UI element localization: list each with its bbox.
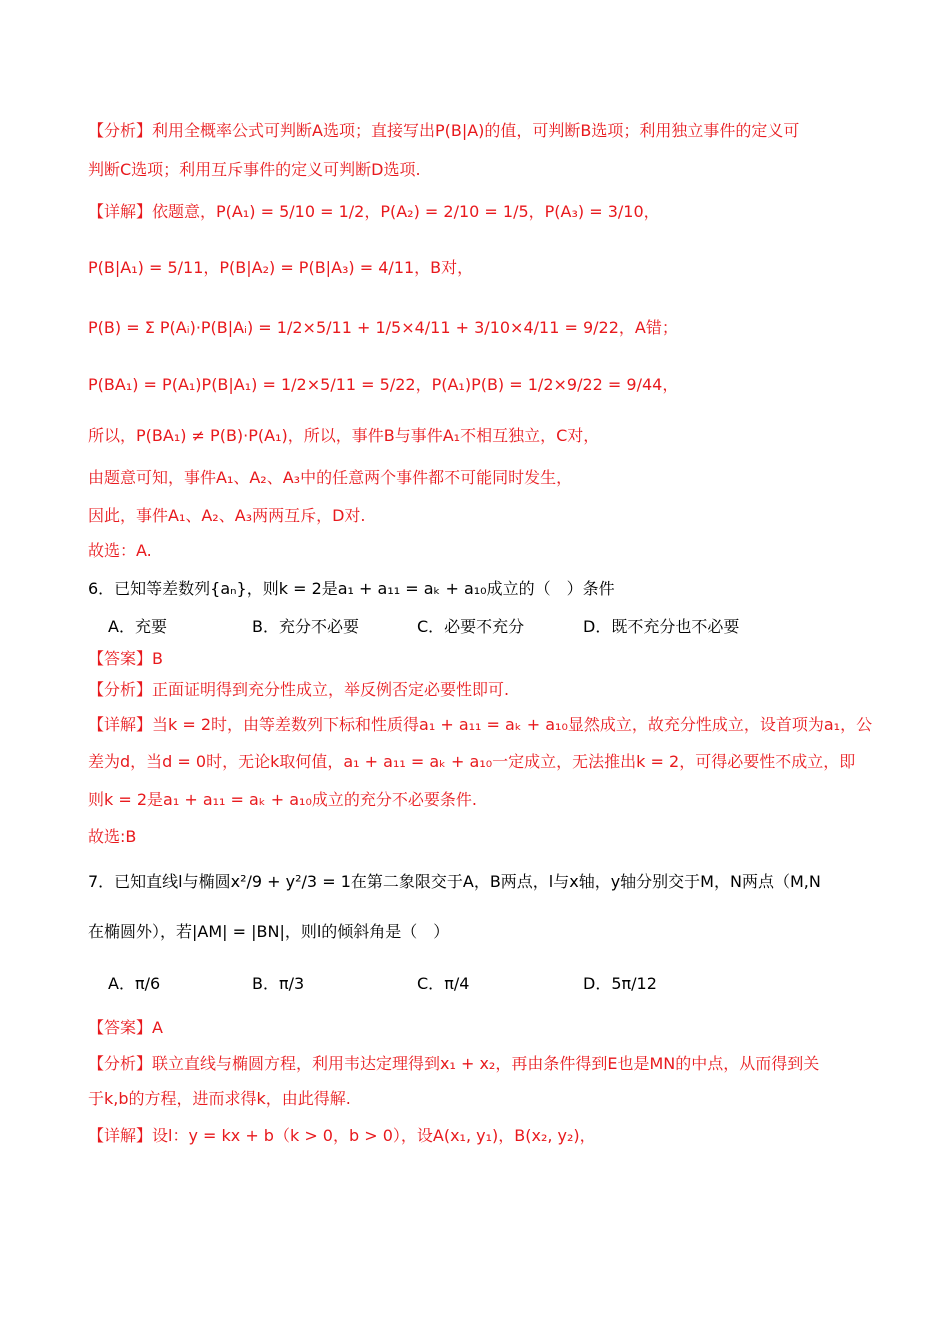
q6-option-a: A．充要 bbox=[108, 617, 167, 636]
q6-answer: 【答案】B bbox=[88, 649, 163, 668]
q6-option-c: C．必要不充分 bbox=[417, 617, 525, 636]
q7-option-c: C．π/4 bbox=[417, 974, 470, 993]
detail-q5-conclusion: 故选：A. bbox=[88, 541, 152, 560]
q7-option-a: A．π/6 bbox=[108, 974, 161, 993]
detail-q5-line6: 由题意可知，事件A₁、A₂、A₃中的任意两个事件都不可能同时发生， bbox=[88, 468, 573, 487]
q7-detail-line1: 【详解】设l：y = kx + b（k > 0，b > 0），设A(x₁, y₁)，B(x₂, y₂)， bbox=[88, 1126, 596, 1145]
q7-answer: 【答案】A bbox=[88, 1018, 163, 1037]
q6-detail-line2: 差为d，当d = 0时，无论k取何值，a₁ + a₁₁ = aₖ + a₁₀一定成立，无法推出k = 2，可得必要性不成立，即 bbox=[88, 752, 856, 771]
q6-detail-line3: 则k = 2是a₁ + a₁₁ = aₖ + a₁₀成立的充分不必要条件. bbox=[88, 790, 477, 809]
q7-option-d: D．5π/12 bbox=[583, 974, 657, 993]
q6-detail-line1: 【详解】当k = 2时，由等差数列下标和性质得a₁ + a₁₁ = aₖ + a₁₀显然成立，故充分性成立，设首项为a₁，公 bbox=[88, 715, 873, 734]
q6-option-d: D．既不充分也不必要 bbox=[583, 617, 740, 636]
detail-q5-line4: P(BA₁) = P(A₁)P(B|A₁) = 1/2×5/11 = 5/22，P(A₁)P(B) = 1/2×9/22 = 9/44， bbox=[88, 375, 679, 394]
analysis-q5-line2: 判断C选项；利用互斥事件的定义可判断D选项. bbox=[88, 160, 421, 179]
q7-analysis-line2: 于k,b的方程，进而求得k，由此得解. bbox=[88, 1089, 351, 1108]
detail-q5-line7: 因此，事件A₁、A₂、A₃两两互斥，D对. bbox=[88, 506, 366, 525]
q6-option-b: B．充分不必要 bbox=[252, 617, 359, 636]
q6-analysis: 【分析】正面证明得到充分性成立，举反例否定必要性即可. bbox=[88, 680, 510, 699]
question-6-stem: 6．已知等差数列{aₙ}，则k = 2是a₁ + a₁₁ = aₖ + a₁₀成立的（ ）条件 bbox=[88, 579, 615, 598]
q7-analysis-line1: 【分析】联立直线与椭圆方程，利用韦达定理得到x₁ + x₂，再由条件得到E也是MN的中点，从而得到关 bbox=[88, 1054, 820, 1073]
q7-option-b: B．π/3 bbox=[252, 974, 305, 993]
detail-q5-line5: 所以，P(BA₁) ≠ P(B)·P(A₁)，所以，事件B与事件A₁不相互独立，C对， bbox=[88, 426, 600, 445]
detail-q5-line3: P(B) = Σ P(Aᵢ)·P(B|Aᵢ) = 1/2×5/11 + 1/5×4/11 + 3/10×4/11 = 9/22，A错； bbox=[88, 318, 678, 337]
question-7-stem-line2: 在椭圆外），若|AM| = |BN|，则l的倾斜角是（ ） bbox=[88, 922, 450, 941]
detail-q5-line2: P(B|A₁) = 5/11，P(B|A₂) = P(B|A₃) = 4/11，B对， bbox=[88, 258, 474, 277]
q6-conclusion: 故选:B bbox=[88, 827, 137, 846]
detail-q5-line1: 【详解】依题意，P(A₁) = 5/10 = 1/2，P(A₂) = 2/10 = 1/5，P(A₃) = 3/10， bbox=[88, 202, 660, 221]
analysis-q5-line1: 【分析】利用全概率公式可判断A选项；直接写出P(B|A)的值，可判断B选项；利用独立事件的定义可 bbox=[88, 121, 800, 140]
question-7-stem-line1: 7．已知直线l与椭圆x²/9 + y²/3 = 1在第二象限交于A，B两点，l与x轴，y轴分别交于M，N两点（M,N bbox=[88, 872, 821, 891]
